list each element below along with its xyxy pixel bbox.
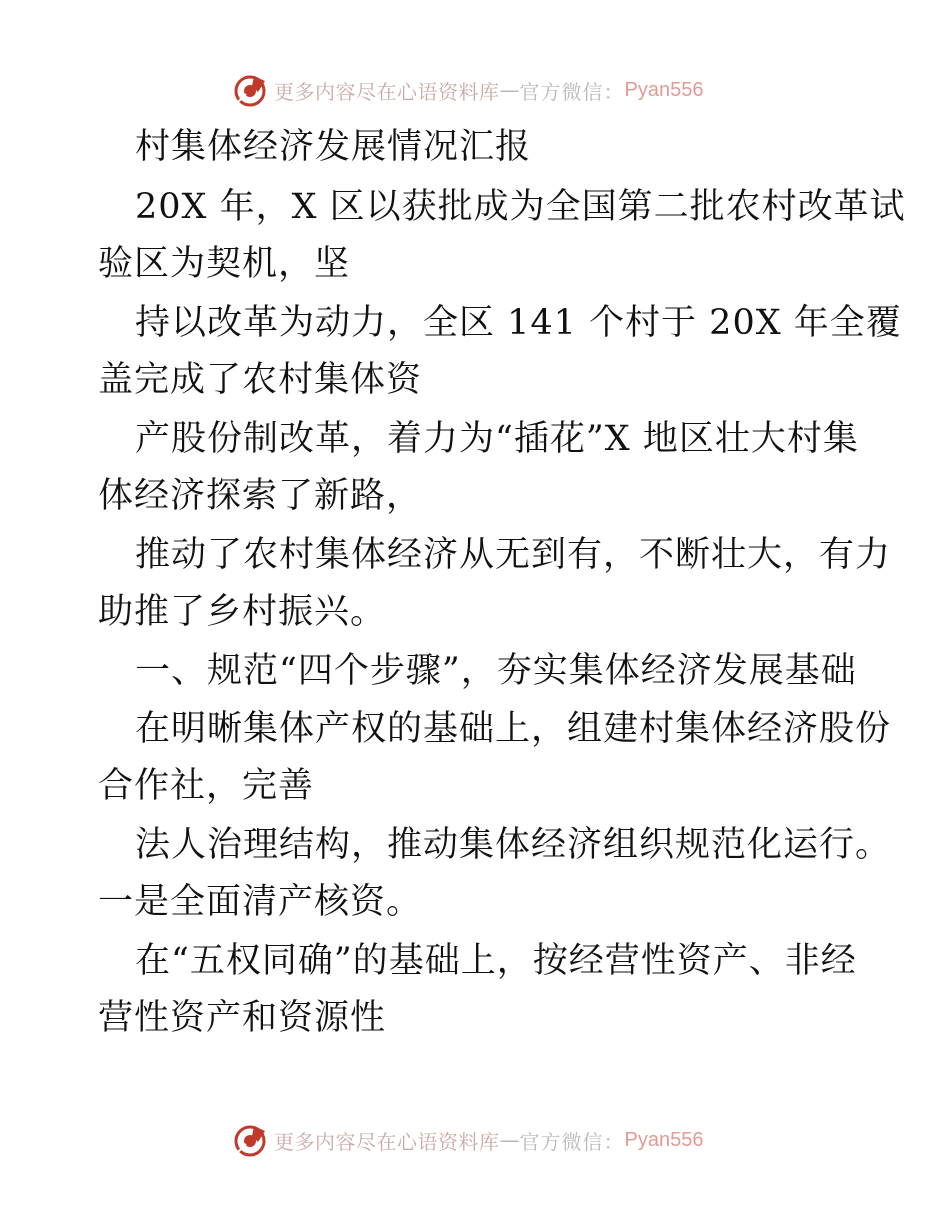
watermark-text: 更多内容尽在心语资料库: [274, 1129, 500, 1154]
paragraph-line: 持以改革为动力，全区 141 个村于 20X 年全覆: [135, 303, 902, 343]
quill-seal-logo-icon: [232, 72, 268, 108]
watermark-id: Pyan556: [624, 78, 704, 101]
paragraph-line: 在明晰集体产权的基础上，组建村集体经济股份: [135, 709, 892, 749]
watermark-separator: —: [499, 78, 520, 102]
quill-seal-logo-icon: [232, 1122, 268, 1158]
paragraph-line: 营性资产和资源性: [98, 998, 387, 1038]
paragraph-line: 产股份制改革，着力为“插花”X 地区壮大村集: [135, 419, 859, 459]
paragraph-line: 法人治理结构，推动集体经济组织规范化运行。: [135, 825, 892, 865]
paragraph-line: 20X 年，X 区以获批成为全国第二批农村改革试: [135, 187, 906, 227]
paragraph-line: 在“五权同确”的基础上，按经营性资产、非经: [135, 941, 857, 981]
paragraph-line: 合作社，完善: [98, 766, 315, 806]
watermark-separator: —: [499, 1128, 520, 1152]
watermark-official: 官方微信：: [519, 79, 625, 104]
header-watermark: [232, 70, 703, 110]
watermark-official: 官方微信：: [519, 1129, 625, 1154]
watermark-text: 更多内容尽在心语资料库: [274, 79, 500, 104]
watermark-id: Pyan556: [624, 1128, 704, 1151]
paragraph-line: 推动了农村集体经济从无到有，不断壮大，有力: [135, 535, 892, 575]
paragraph-line: 验区为契机，坚: [98, 244, 351, 284]
paragraph-line: 体经济探索了新路，: [98, 476, 423, 516]
paragraph-line: 助推了乡村振兴。: [98, 592, 387, 632]
paragraph-line: 一是全面清产核资。: [98, 882, 423, 922]
paragraph-line: 盖完成了农村集体资: [98, 360, 423, 400]
section-heading: 一、规范“四个步骤”，夯实集体经济发展基础: [135, 651, 857, 691]
document-title: 村集体经济发展情况汇报: [135, 127, 532, 167]
footer-watermark: [232, 1120, 703, 1160]
